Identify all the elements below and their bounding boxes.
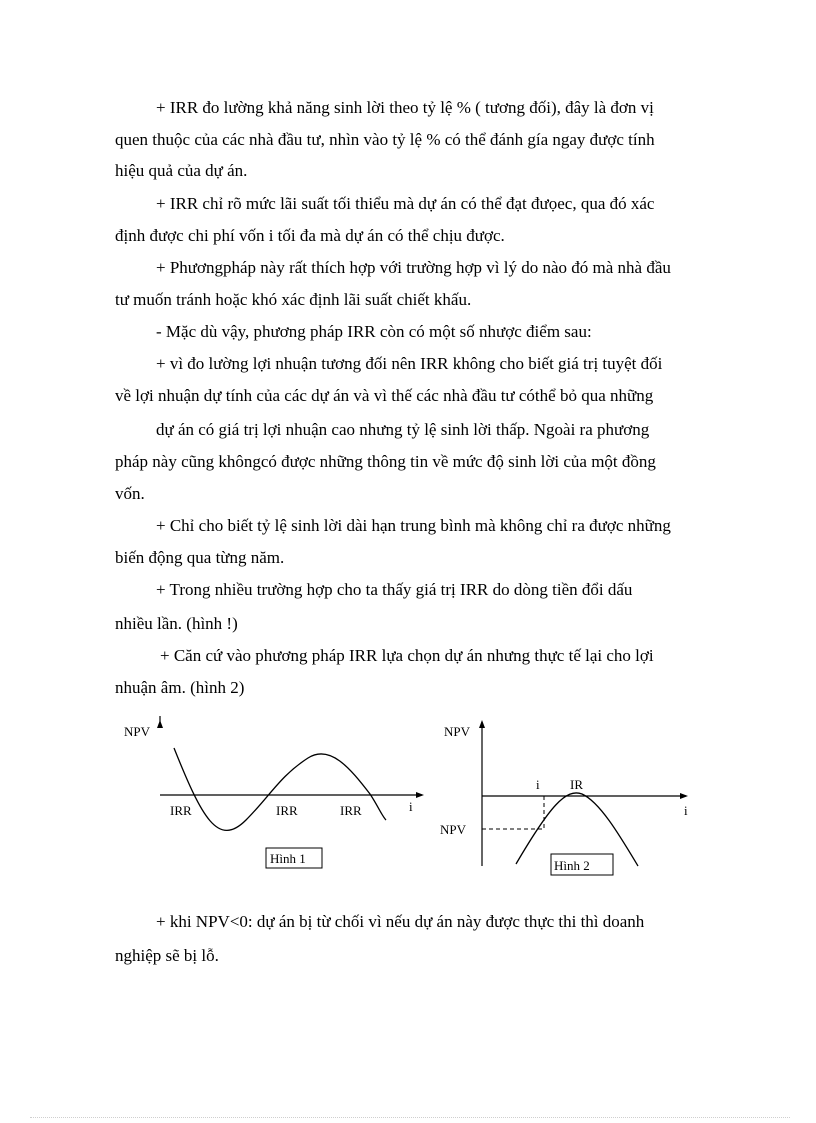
text-line: nhiều lần. (hình !) xyxy=(115,614,238,633)
text-line: + Căn cứ vào phương pháp IRR lựa chọn dự án nhưng thực tế lại cho lợi xyxy=(160,646,654,665)
text-line: + khi NPV<0: dự án bị từ chối vì nếu dự án này được thực thi thì doanh xyxy=(156,912,645,931)
irr-mark: IR xyxy=(570,777,583,792)
text-line: nhuận âm. (hình 2) xyxy=(115,678,245,697)
text-line: + vì đo lường lợi nhuận tương đối nên IRR không cho biết giá trị tuyệt đối xyxy=(156,354,663,373)
text-line: định được chi phí vốn i tối đa mà dự án có thể chịu được. xyxy=(115,226,505,245)
text-line: + IRR chỉ rõ mức lãi suất tối thiểu mà dự án có thể đạt đưọec, qua đó xác xyxy=(156,194,655,213)
text-line: vốn. xyxy=(115,484,145,503)
figure-2 xyxy=(440,716,700,882)
x-axis-arrow xyxy=(416,792,424,798)
text-line: dự án có giá trị lợi nhuận cao nhưng tỷ lệ sinh lời thấp. Ngoài ra phương xyxy=(156,420,650,439)
x-axis-arrow xyxy=(680,793,688,799)
text-line: + Trong nhiều trường hợp cho ta thấy giá trị IRR do dòng tiền đổi dấu xyxy=(156,580,633,599)
x-axis-label: i xyxy=(684,803,688,818)
y-axis-arrow xyxy=(479,720,485,728)
text-line: tư muốn tránh hoặc khó xác định lãi suất chiết khấu. xyxy=(115,290,472,309)
text-line: hiệu quả của dự án. xyxy=(115,161,248,180)
text-line: pháp này cũng khôngcó được những thông tin về mức độ sinh lời của một đồng xyxy=(115,452,656,471)
i-mark: i xyxy=(536,777,540,792)
text-line: + Chỉ cho biết tỷ lệ sinh lời dài hạn trung bình mà không chỉ ra được những xyxy=(156,516,671,535)
text-line: về lợi nhuận dự tính của các dự án và vì thế các nhà đầu tư cóthể bỏ qua những xyxy=(115,386,654,405)
text-line: quen thuộc của các nhà đầu tư, nhìn vào tỷ lệ % có thể đánh gía ngay được tính xyxy=(115,130,655,149)
irr-root-3: IRR xyxy=(340,803,362,818)
y-axis-label: NPV xyxy=(124,724,151,739)
figure-2-caption: Hình 2 xyxy=(554,858,590,873)
y-axis-arrow xyxy=(157,720,163,728)
text-line: nghiệp sẽ bị lỗ. xyxy=(115,946,219,965)
page-bottom-rule xyxy=(30,1117,790,1118)
y-axis-label: NPV xyxy=(444,724,471,739)
irr-root-2: IRR xyxy=(276,803,298,818)
irr-root-1: IRR xyxy=(170,803,192,818)
npv-mark: NPV xyxy=(440,822,467,837)
figure-1-caption: Hình 1 xyxy=(270,851,306,866)
text-line: + IRR đo lường khả năng sinh lời theo tỷ lệ % ( tương đối), đây là đơn vị xyxy=(156,98,654,117)
x-axis-label: i xyxy=(409,799,413,814)
text-line: biến động qua từng năm. xyxy=(115,548,285,567)
npv-curve xyxy=(174,748,386,830)
figure-1 xyxy=(120,716,440,876)
text-line: - Mặc dù vậy, phương pháp IRR còn có một số nhược điểm sau: xyxy=(156,322,592,341)
text-line: + Phươngpháp này rất thích hợp với trường hợp vì lý do nào đó mà nhà đầu xyxy=(156,258,671,277)
